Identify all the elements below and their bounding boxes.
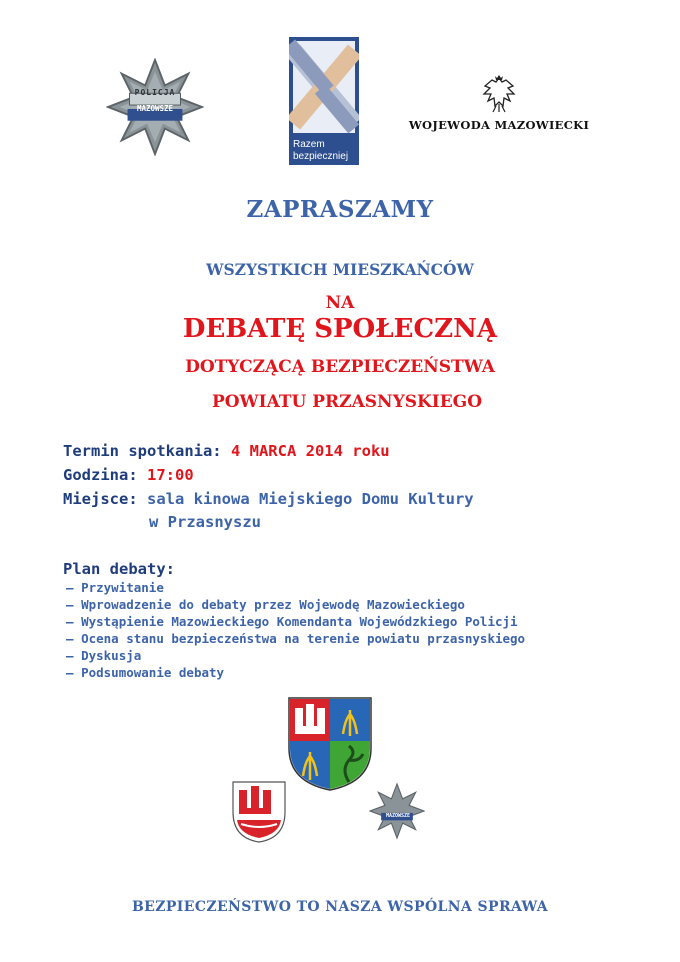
- small-police-star-icon: [370, 784, 424, 838]
- invite-line-safety: DOTYCZĄCĄ BEZPIECZEŃSTWA: [185, 357, 495, 377]
- invitation-heading: ZAPRASZAMY: [246, 196, 434, 223]
- police-badge-bottom-text: MAZOWSZE: [136, 104, 174, 113]
- wojewoda-title: WOJEWODA MAZOWIECKI: [408, 118, 590, 132]
- invite-line-na: NA: [325, 293, 355, 313]
- razem-bezpieczniej-logo: [289, 37, 359, 165]
- meeting-time-label: Godzina:: [63, 466, 138, 484]
- plan-item: – Podsumowanie debaty: [66, 665, 225, 680]
- plan-item: – Przywitanie: [66, 580, 164, 595]
- plan-list: [66, 579, 525, 681]
- meeting-place-value: sala kinowa Miejskiego Domu Kultury: [147, 490, 474, 508]
- plan-item: – Dyskusja: [66, 648, 142, 663]
- meeting-place-row: [63, 490, 474, 508]
- debate-title: DEBATĘ SPOŁECZNĄ: [182, 314, 498, 344]
- plan-item: – Wprowadzenie do debaty przez Wojewodę Mazowieckiego: [66, 597, 465, 612]
- white-eagle-icon: [482, 74, 516, 114]
- small-police-badge: [369, 782, 425, 840]
- plan-title: Plan debaty:: [63, 560, 175, 578]
- meeting-date-row: [63, 442, 390, 460]
- wojewoda-logo: [404, 70, 594, 140]
- meeting-date-value: 4 MARCA 2014 roku: [230, 442, 390, 460]
- castle-towers-icon: [295, 704, 325, 734]
- plan-item: – Ocena stanu bezpieczeństwa na terenie powiatu przasnyskiego: [66, 631, 526, 646]
- footer-slogan: BEZPIECZEŃSTWO TO NASZA WSPÓLNA SPRAWA: [131, 899, 549, 915]
- town-coat-of-arms: [231, 780, 287, 844]
- police-badge-top-text: POLICJA: [134, 88, 176, 97]
- meeting-time-value: 17:00: [147, 466, 194, 484]
- bezpieczniej-text: bezpieczniej: [293, 151, 349, 162]
- invite-line-county: POWIATU PRZASNYSKIEGO: [211, 392, 483, 412]
- small-badge-text: MAZOWSZE: [385, 813, 411, 819]
- police-badge-logo: [106, 58, 204, 156]
- meeting-date-label: Termin spotkania:: [63, 442, 222, 460]
- meeting-place-line2: w Przasnyszu: [149, 513, 261, 531]
- invite-line-residents: WSZYSTKICH MIESZKAŃCÓW: [206, 260, 474, 279]
- meeting-place-label: Miejsce:: [63, 490, 138, 508]
- meeting-time-row: [63, 466, 194, 484]
- county-coat-of-arms: [287, 696, 373, 792]
- plan-item: – Wystąpienie Mazowieckiego Komendanta Wojewódzkiego Policji: [66, 614, 518, 629]
- razem-text: Razem: [293, 139, 325, 150]
